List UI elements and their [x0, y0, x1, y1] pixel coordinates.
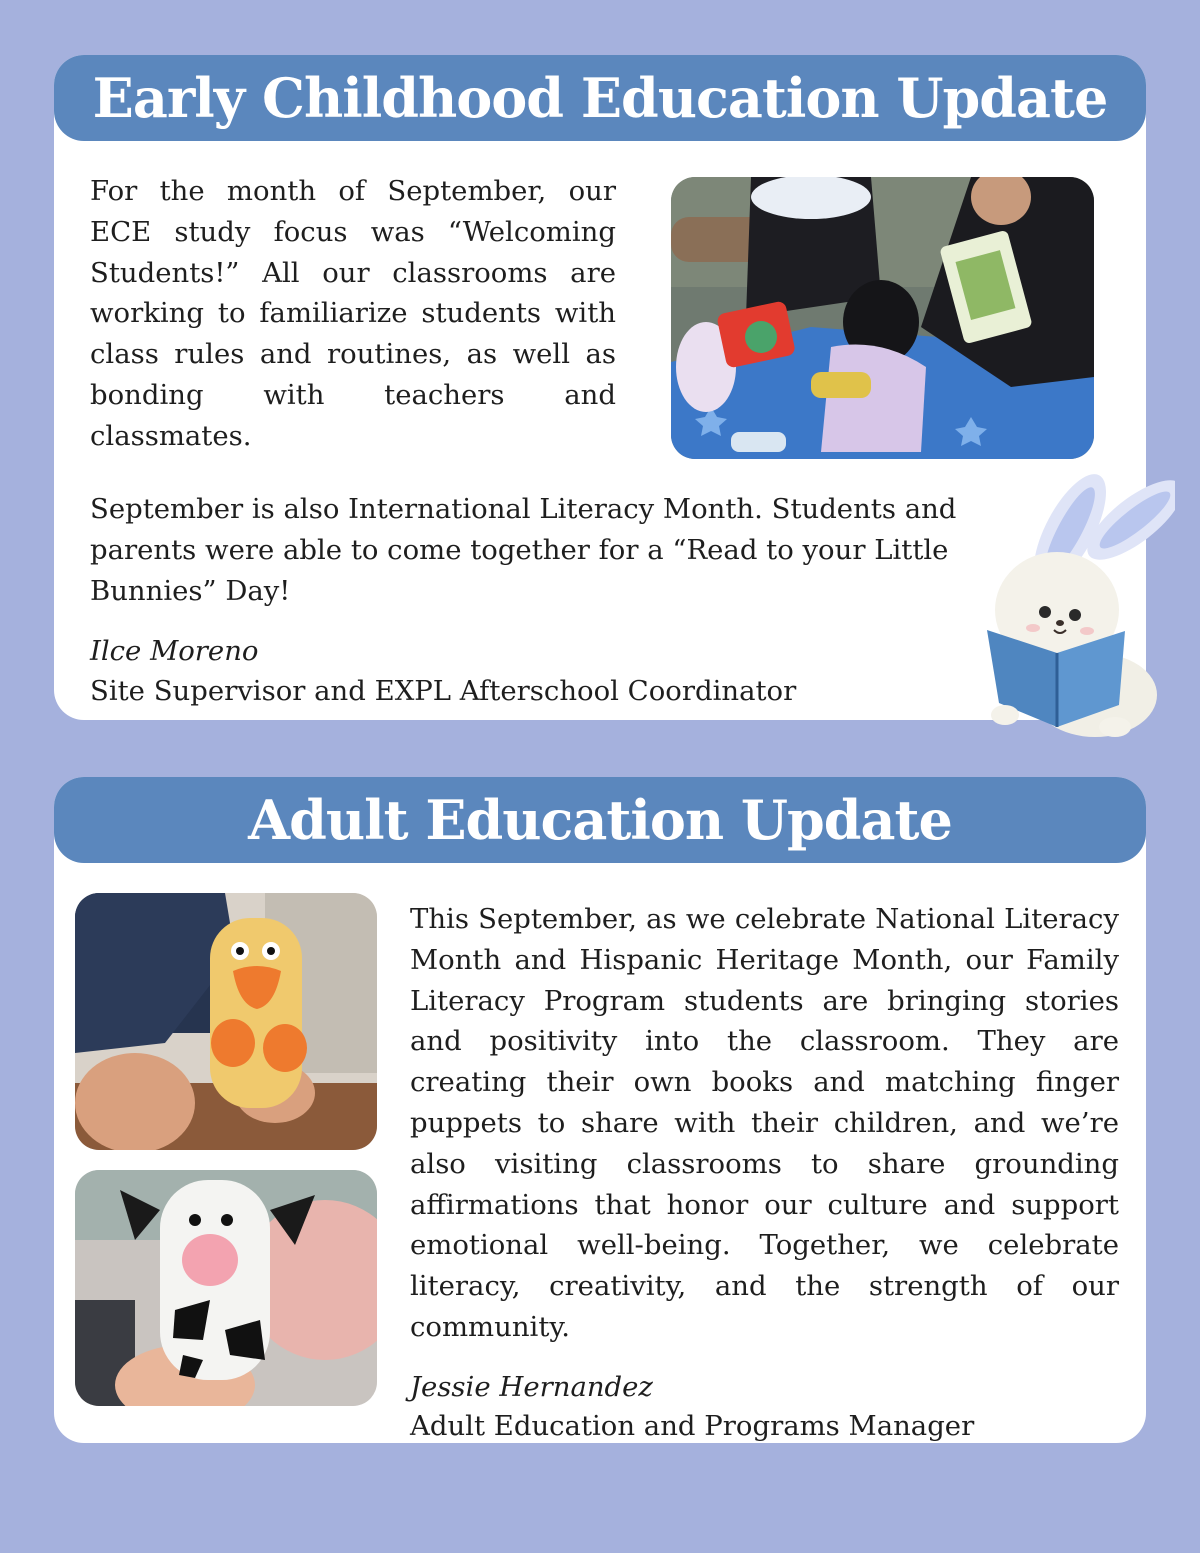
- adult-section-title: Adult Education Update: [54, 777, 1146, 863]
- adult-paragraph: This September, as we celebrate National Literacy Month and Hispanic Heritage Month, our Family Literacy Program students are bringing stories and positivity into the classroom. They are creating their own books and matching finger puppets to share with their children, and we’re also visiting classrooms to share grounding affirmations that honor our culture and support emotional well-being. Together, we celebrate literacy, creativity, and the strength of our community.: [410, 903, 1119, 1343]
- ece-signature-name: Ilce Moreno: [90, 635, 259, 667]
- ece-signature-role: Site Supervisor and EXPL Afterschool Coordinator: [90, 675, 797, 707]
- bunny-reading-book-illustration: [975, 435, 1175, 745]
- adult-signature-name: Jessie Hernandez: [410, 1371, 653, 1403]
- ece-paragraph-1: For the month of September, our ECE study focus was “Welcoming Students!” All our classrooms are working to familiarize students with class rules and routines, as well as bonding with teachers and classmates.: [90, 175, 616, 452]
- ece-section-title: Early Childhood Education Update: [54, 55, 1146, 141]
- ece-paragraph-2: September is also International Literacy Month. Students and parents were able to come together for a “Read to your Little Bunnies” Day!: [90, 493, 957, 607]
- adult-education-update-card: [54, 777, 1146, 1443]
- duck-finger-puppet-photo: [75, 893, 377, 1150]
- cow-finger-puppet-photo: [75, 1170, 377, 1406]
- adult-signature-role: Adult Education and Programs Manager: [410, 1410, 975, 1442]
- ece-classroom-reading-photo: [671, 177, 1094, 459]
